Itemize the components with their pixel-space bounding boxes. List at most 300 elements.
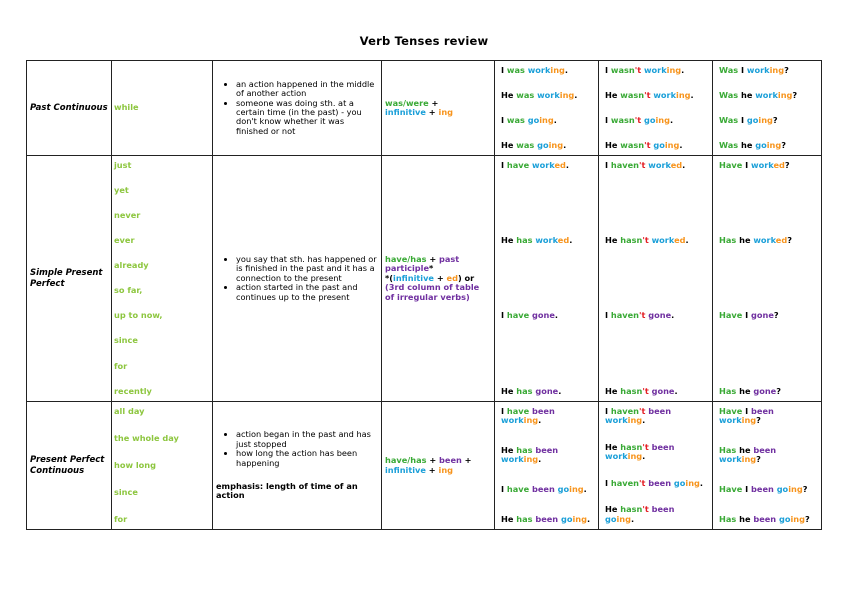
text-segment: Was — [719, 65, 741, 75]
example-sentence — [605, 387, 706, 396]
text-segment: have — [506, 310, 533, 321]
text-segment: have — [506, 406, 533, 416]
example-sentence — [605, 91, 706, 100]
text-segment: was — [516, 89, 538, 100]
text-segment: have — [506, 484, 533, 494]
text-segment: + — [461, 455, 472, 466]
tense-name: Simple Present Perfect — [27, 156, 112, 402]
text-segment: go — [779, 513, 791, 524]
example-sentence — [605, 116, 706, 125]
text-segment: been — [532, 484, 558, 494]
example-sentence — [501, 485, 592, 494]
text-segment: work — [501, 454, 524, 465]
text-segment: ing — [741, 415, 757, 426]
text-segment: work — [605, 415, 628, 426]
text-segment: was — [506, 65, 528, 75]
text-segment: have/has — [385, 253, 427, 264]
text-segment: haven — [610, 310, 639, 321]
text-segment: ing — [438, 107, 454, 117]
text-segment: have — [506, 160, 533, 170]
text-segment: ed — [557, 235, 570, 246]
tense-name: Present Perfect Continuous — [27, 402, 112, 530]
example-sentence — [719, 311, 815, 320]
text-segment: have/has — [385, 455, 427, 466]
text-segment: infinitive — [393, 272, 434, 283]
text-segment: He — [501, 445, 517, 455]
text-segment: ing — [788, 484, 803, 494]
text-segment: been — [751, 484, 777, 494]
text-segment: ing — [790, 513, 805, 524]
text-segment: work — [648, 160, 671, 170]
example-sentence — [501, 446, 592, 465]
text-segment: been — [535, 445, 559, 455]
form-cell — [382, 402, 495, 530]
text-segment: He — [501, 139, 517, 150]
text-segment: Have — [719, 310, 746, 321]
negative-list — [602, 158, 709, 399]
text-segment: ing — [572, 513, 587, 524]
text-segment: work — [501, 415, 524, 426]
text-segment: work — [537, 89, 560, 100]
tense-row — [27, 402, 822, 530]
example-sentence — [719, 161, 815, 170]
text-segment: was/were — [385, 97, 429, 108]
text-segment: been — [648, 406, 672, 416]
text-segment: 't — [638, 160, 649, 170]
text-segment: I — [605, 114, 611, 125]
text-segment: . — [679, 139, 683, 150]
tense-table — [26, 60, 822, 530]
example-sentence — [501, 387, 592, 396]
example-sentence — [719, 407, 815, 426]
text-segment: gone — [532, 310, 555, 321]
text-segment: I — [745, 406, 752, 416]
text-segment: has — [516, 385, 536, 396]
text-segment: ? — [802, 484, 808, 494]
example-sentence — [605, 236, 706, 245]
text-segment: has — [516, 513, 536, 524]
text-segment: Has — [719, 513, 740, 524]
text-segment: work — [719, 454, 742, 465]
usage-item: • you say that sth. has happened or is finished in the past and it has a connection to the present — [236, 255, 378, 283]
text-segment: He — [605, 504, 621, 515]
signal-word: so far, — [114, 285, 143, 296]
text-segment: Have — [719, 484, 746, 494]
emphasis-note: emphasis: length of time of an action — [216, 480, 358, 501]
text-segment: go — [557, 484, 570, 494]
question-examples — [713, 61, 822, 156]
text-segment: been — [751, 406, 774, 416]
text-segment: . — [563, 139, 567, 150]
text-segment: work — [751, 160, 774, 170]
text-segment: He — [605, 89, 621, 100]
text-segment: go — [776, 484, 789, 494]
text-segment: ? — [784, 65, 789, 75]
text-segment: work — [532, 160, 555, 170]
form-cell — [382, 156, 495, 402]
text-segment: ing — [550, 65, 565, 75]
text-segment: 't — [642, 235, 652, 246]
text-segment: ? — [772, 114, 778, 125]
text-segment: I — [501, 114, 507, 125]
text-segment: I — [605, 310, 611, 321]
example-sentence — [719, 515, 815, 524]
text-segment: gone — [751, 310, 774, 321]
text-segment: go — [755, 139, 767, 150]
text-segment: gone — [535, 385, 559, 396]
text-segment: work — [719, 415, 742, 426]
signal-word: since — [114, 486, 138, 497]
text-segment: He — [501, 235, 517, 246]
usage-cell — [213, 402, 382, 530]
text-segment: he — [741, 139, 756, 150]
text-segment: . — [538, 454, 542, 465]
example-sentence — [501, 236, 592, 245]
text-segment: work — [643, 65, 667, 75]
text-segment: Was — [719, 89, 741, 100]
text-segment: + — [433, 272, 447, 283]
text-segment: ing — [523, 454, 539, 465]
signal-word: yet — [114, 185, 129, 196]
usage-cell — [213, 156, 382, 402]
text-segment: infinitive — [385, 464, 426, 475]
text-segment: haven — [610, 160, 639, 170]
text-segment: work — [605, 451, 628, 462]
text-segment: he — [739, 445, 754, 455]
text-segment: Has — [719, 235, 740, 246]
text-segment: ed — [674, 235, 686, 246]
example-sentence — [719, 236, 815, 245]
text-segment: . — [564, 65, 569, 75]
text-segment: . — [574, 89, 578, 100]
example-sentence — [719, 91, 815, 100]
example-sentence — [605, 443, 706, 462]
text-segment: 't — [642, 504, 652, 515]
text-segment: Was — [719, 139, 741, 150]
text-segment: go — [653, 139, 665, 150]
text-segment: been — [651, 441, 675, 452]
text-segment: work — [535, 235, 558, 246]
text-segment: go — [746, 114, 759, 125]
example-sentence — [605, 505, 706, 524]
text-segment: was — [506, 114, 528, 125]
signal-word: just — [114, 160, 132, 170]
text-segment: work — [651, 235, 675, 246]
usage-item: • an action happened in the middle of another action — [236, 80, 378, 99]
text-segment: 't — [642, 385, 652, 396]
tense-row — [27, 61, 822, 156]
text-segment: ing — [523, 415, 539, 426]
text-segment: ing — [569, 484, 584, 494]
text-segment: ing — [539, 114, 554, 125]
affirmative-examples — [495, 402, 599, 530]
question-examples — [713, 402, 822, 530]
text-segment: 't — [634, 65, 644, 75]
text-segment: he — [741, 89, 756, 100]
form-line — [385, 466, 491, 475]
page-title: Verb Tenses review — [359, 34, 489, 48]
text-segment: ing — [666, 65, 682, 75]
text-segment: ing — [627, 415, 643, 426]
text-segment: + — [425, 107, 439, 117]
text-segment: been — [651, 504, 675, 515]
example-sentence — [605, 407, 706, 426]
affirmative-examples — [495, 156, 599, 402]
text-segment: past participle — [385, 253, 460, 274]
text-segment: work — [746, 65, 770, 75]
text-segment: infinitive — [385, 107, 426, 117]
example-sentence — [719, 446, 815, 465]
text-segment: wasn — [610, 114, 635, 125]
text-segment: 't — [638, 477, 649, 488]
text-segment: . — [699, 477, 704, 488]
question-list — [716, 63, 818, 153]
text-segment: ing — [664, 139, 680, 150]
text-segment: been — [753, 445, 777, 455]
text-segment: Have — [719, 160, 746, 170]
affirmative-list — [498, 63, 595, 153]
example-sentence — [605, 161, 706, 170]
text-segment: go — [537, 139, 549, 150]
text-segment: . — [583, 484, 587, 494]
question-list — [716, 158, 818, 399]
text-segment: I — [501, 406, 507, 416]
text-segment: been — [532, 406, 555, 416]
text-segment: I — [501, 65, 507, 75]
text-segment: ing — [548, 139, 564, 150]
text-segment: He — [501, 89, 517, 100]
usage-list — [216, 80, 378, 137]
signal-word: up to now, — [114, 310, 163, 321]
text-segment: ing — [559, 89, 575, 100]
text-segment: hasn — [620, 441, 643, 452]
text-segment: ed — [775, 235, 788, 246]
text-segment: hasn — [620, 235, 643, 246]
text-segment: . — [553, 114, 557, 125]
example-sentence — [605, 141, 706, 150]
text-segment: Has — [719, 445, 740, 455]
text-segment: . — [682, 160, 686, 170]
usage-item: • action started in the past and continues up to the present — [236, 283, 378, 302]
usage-item: • action began in the past and has just stopped — [236, 430, 378, 449]
form-line — [385, 108, 491, 117]
text-segment: I — [745, 310, 752, 321]
text-segment: . — [685, 235, 689, 246]
text-segment: . — [587, 513, 591, 524]
text-segment: he — [739, 385, 754, 396]
text-segment: . — [569, 235, 573, 246]
text-segment: ? — [773, 310, 779, 321]
text-segment: ing — [627, 451, 643, 462]
example-sentence — [501, 66, 592, 75]
text-segment: Has — [719, 385, 740, 396]
signal-word: recently — [114, 385, 152, 396]
signal-word: while — [114, 102, 139, 113]
text-segment: I — [741, 114, 747, 125]
text-segment: . — [558, 385, 562, 396]
text-segment: gone — [648, 310, 672, 321]
text-segment: gone — [753, 385, 777, 396]
example-sentence — [501, 91, 592, 100]
text-segment: . — [631, 513, 635, 524]
text-segment: ? — [784, 160, 790, 170]
text-segment: been — [439, 455, 462, 466]
text-segment: been — [753, 513, 779, 524]
text-segment: ? — [776, 385, 781, 396]
example-sentence — [501, 116, 592, 125]
text-segment: + — [425, 464, 439, 475]
text-segment: 't — [644, 139, 654, 150]
affirmative-list — [498, 404, 595, 527]
text-segment: . — [669, 114, 674, 125]
text-segment: been — [535, 513, 561, 524]
text-segment: He — [605, 385, 621, 396]
text-segment: 't — [642, 441, 652, 452]
signal-word: how long — [114, 459, 156, 470]
example-sentence — [719, 141, 815, 150]
text-segment: 't — [644, 89, 654, 100]
example-sentence — [501, 515, 592, 524]
text-segment: go — [561, 513, 573, 524]
text-segment: ? — [787, 235, 792, 246]
text-segment: ing — [438, 464, 454, 475]
text-segment: He — [605, 441, 621, 452]
text-segment: He — [501, 513, 517, 524]
text-segment: * — [429, 263, 434, 274]
text-segment: I — [745, 160, 752, 170]
tense-name: Past Continuous — [27, 61, 112, 156]
text-segment: 't — [634, 114, 644, 125]
text-segment: I — [741, 65, 747, 75]
text-segment: . — [671, 310, 675, 321]
affirmative-list — [498, 158, 595, 399]
example-sentence — [501, 141, 592, 150]
text-segment: I — [605, 406, 611, 416]
signal-word: for — [114, 360, 128, 371]
text-segment: ing — [685, 477, 700, 488]
negative-examples — [599, 402, 713, 530]
negative-examples — [599, 61, 713, 156]
text-segment: ? — [781, 139, 786, 150]
text-segment: ed — [670, 160, 683, 170]
example-sentence — [719, 387, 815, 396]
text-segment: Have — [719, 406, 746, 416]
text-segment: He — [605, 235, 621, 246]
text-segment: . — [681, 65, 685, 75]
text-segment: ing — [769, 65, 785, 75]
text-segment: ing — [758, 114, 773, 125]
question-list — [716, 404, 818, 527]
text-segment: Was — [719, 114, 741, 125]
signal-word: never — [114, 210, 141, 221]
text-segment: ) or — [457, 272, 475, 283]
text-segment: was — [516, 139, 538, 150]
usage-item: • how long the action has been happening — [236, 449, 378, 468]
example-sentence — [501, 311, 592, 320]
text-segment: he — [739, 513, 754, 524]
text-segment: . — [554, 310, 559, 321]
text-segment: *( — [385, 272, 394, 283]
form-line — [385, 255, 491, 274]
text-segment: gone — [651, 385, 675, 396]
text-segment: go — [605, 513, 617, 524]
text-segment: haven — [610, 406, 639, 416]
text-segment: . — [642, 451, 646, 462]
text-segment: he — [739, 235, 754, 246]
text-segment: go — [643, 114, 656, 125]
form-cell — [382, 61, 495, 156]
tense-row — [27, 156, 822, 402]
signal-list — [112, 158, 212, 399]
text-segment: been — [648, 477, 674, 488]
signal-word: the whole day — [114, 432, 179, 443]
text-segment: I — [605, 477, 611, 488]
text-segment: haven — [610, 477, 639, 488]
text-segment: He — [501, 385, 517, 396]
text-segment: I — [501, 310, 507, 321]
text-segment: ? — [792, 89, 798, 100]
example-sentence — [719, 116, 815, 125]
text-segment: work — [753, 235, 776, 246]
text-segment: has — [516, 235, 536, 246]
text-segment: work — [527, 65, 551, 75]
form-line — [385, 274, 491, 302]
text-segment: . — [538, 415, 542, 426]
text-segment: + — [428, 97, 439, 108]
text-segment: ed — [773, 160, 785, 170]
text-segment: work — [653, 89, 677, 100]
text-segment: I — [501, 484, 507, 494]
usage-list — [216, 255, 378, 302]
text-segment: + — [426, 253, 440, 264]
text-segment: I — [605, 160, 611, 170]
text-segment: (3rd column of table of irregular verbs) — [385, 282, 480, 302]
text-segment: . — [565, 160, 570, 170]
text-segment: ing — [777, 89, 793, 100]
signal-word: already — [114, 260, 149, 271]
text-segment: ed — [446, 272, 458, 283]
text-segment: I — [501, 160, 507, 170]
text-segment: ing — [741, 454, 757, 465]
negative-list — [602, 404, 709, 527]
usage-cell — [213, 61, 382, 156]
text-segment: I — [745, 484, 752, 494]
question-examples — [713, 156, 822, 402]
text-segment: . — [674, 385, 678, 396]
text-segment: . — [690, 89, 694, 100]
usage-item: • someone was doing sth. at a certain time (in the past) - you don't know whether it was finished or not — [236, 99, 378, 137]
text-segment: ing — [766, 139, 782, 150]
example-sentence — [605, 479, 706, 488]
text-segment: go — [527, 114, 540, 125]
text-segment: ? — [805, 513, 810, 524]
usage-list — [216, 430, 378, 468]
text-segment: ? — [756, 454, 761, 465]
signal-word: ever — [114, 235, 135, 246]
text-segment: He — [605, 139, 621, 150]
affirmative-examples — [495, 61, 599, 156]
text-segment: ing — [676, 89, 691, 100]
example-sentence — [719, 66, 815, 75]
text-segment: has — [516, 445, 536, 455]
signal-list — [112, 63, 212, 153]
text-segment: ? — [756, 415, 761, 426]
signal-word: since — [114, 335, 138, 346]
text-segment: I — [605, 65, 611, 75]
text-segment: ing — [616, 513, 631, 524]
signal-list — [112, 404, 212, 527]
text-segment: hasn — [620, 504, 643, 515]
